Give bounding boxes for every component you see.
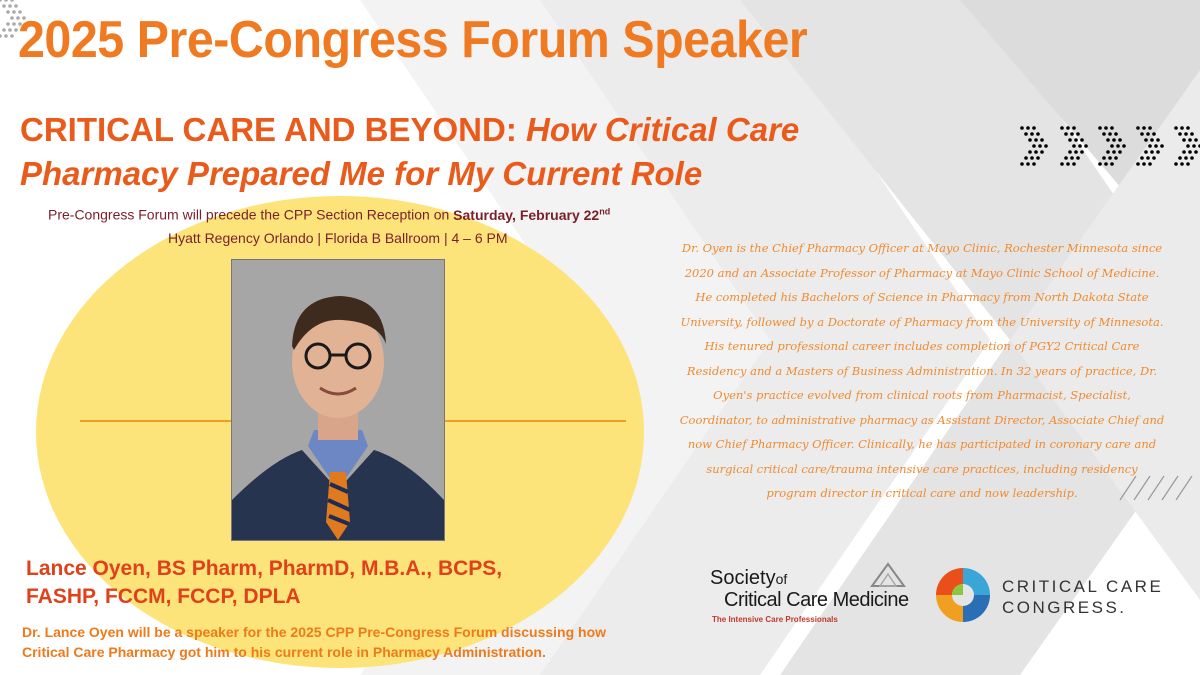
speaker-name: [26, 555, 502, 611]
speaker-portrait-illustration: [232, 260, 444, 540]
ccc-ring-icon: [934, 566, 992, 624]
bio-line: program director in critical care and now leadership.: [766, 486, 1078, 500]
bio-line: Residency and a Masters of Business Administration. In 32 years of practice, Dr.: [686, 363, 1158, 378]
event-location: Hyatt Regency Orlando | Florida B Ballroom | 4 – 6 PM: [168, 230, 508, 246]
divider-line-left: [80, 420, 232, 422]
event-info-line1: [48, 206, 610, 223]
ccc-line1: CRITICAL CARE: [1002, 577, 1164, 596]
sccm-triangle-icon: [866, 562, 910, 588]
bio-line: Oyen's practice evolved from clinical roots from Pharmacist, Specialist,: [713, 388, 1131, 402]
ccc-logo-text: [1002, 576, 1163, 618]
bio-line: His tenured professional career includes completion of PGY2 Critical Care: [704, 339, 1140, 353]
session-title-plain: CRITICAL CARE AND BEYOND:: [20, 111, 527, 148]
ccc-line2: CONGRESS.: [1002, 598, 1127, 617]
sccm-society-text: Society: [710, 567, 776, 589]
description-line1: Dr. Lance Oyen will be a speaker for the 2025 CPP Pre-Congress Forum discussing how: [22, 624, 607, 640]
bio-line: He completed his Bachelors of Science in Pharmacy from North Dakota State: [695, 290, 1149, 304]
speaker-photo: [231, 259, 445, 541]
description-line2: Critical Care Pharmacy got him to his current role in Pharmacy Administration.: [22, 644, 546, 660]
page-title: 2025 Pre-Congress Forum Speaker: [18, 11, 808, 69]
sccm-of-text: of: [775, 571, 788, 587]
session-title: [20, 108, 1000, 196]
bio-line: University, followed by a Doctorate of Pharmacy from the University of Minnesota.: [680, 314, 1164, 329]
speaker-description: [22, 622, 662, 662]
bio-line: Coordinator, to administrative pharmacy as Assistant Director, Associate Chief and: [679, 412, 1165, 427]
bio-line: Dr. Oyen is the Chief Pharmacy Officer at Mayo Clinic, Rochester Minnesota since: [681, 241, 1163, 255]
sccm-name-text: Critical Care Medicine: [724, 589, 909, 611]
bio-line: surgical critical care/trauma intensive care practices, including residency: [706, 461, 1138, 476]
event-intro-text: Pre-Congress Forum will precede the CPP Section Reception on: [48, 206, 454, 223]
session-title-italic-1: How Critical Care: [526, 111, 800, 148]
speaker-name-line1: Lance Oyen, BS Pharm, PharmD, M.B.A., BCPS,: [26, 557, 503, 580]
speaker-bio: [652, 236, 1192, 506]
speaker-name-line2: FASHP, FCCM, FCCP, DPLA: [26, 585, 301, 608]
divider-line-right: [444, 420, 626, 422]
bio-line: now Chief Pharmacy Officer. Clinically, he has participated in coronary care and: [687, 437, 1157, 451]
bio-line: 2020 and an Associate Professor of Pharmacy at Mayo Clinic School of Medicine.: [684, 265, 1160, 280]
sccm-tagline: The Intensive Care Professionals: [712, 615, 838, 624]
event-date: Saturday, February 22nd: [453, 206, 611, 223]
session-title-italic-2: Pharmacy Prepared Me for My Current Role: [20, 155, 703, 192]
